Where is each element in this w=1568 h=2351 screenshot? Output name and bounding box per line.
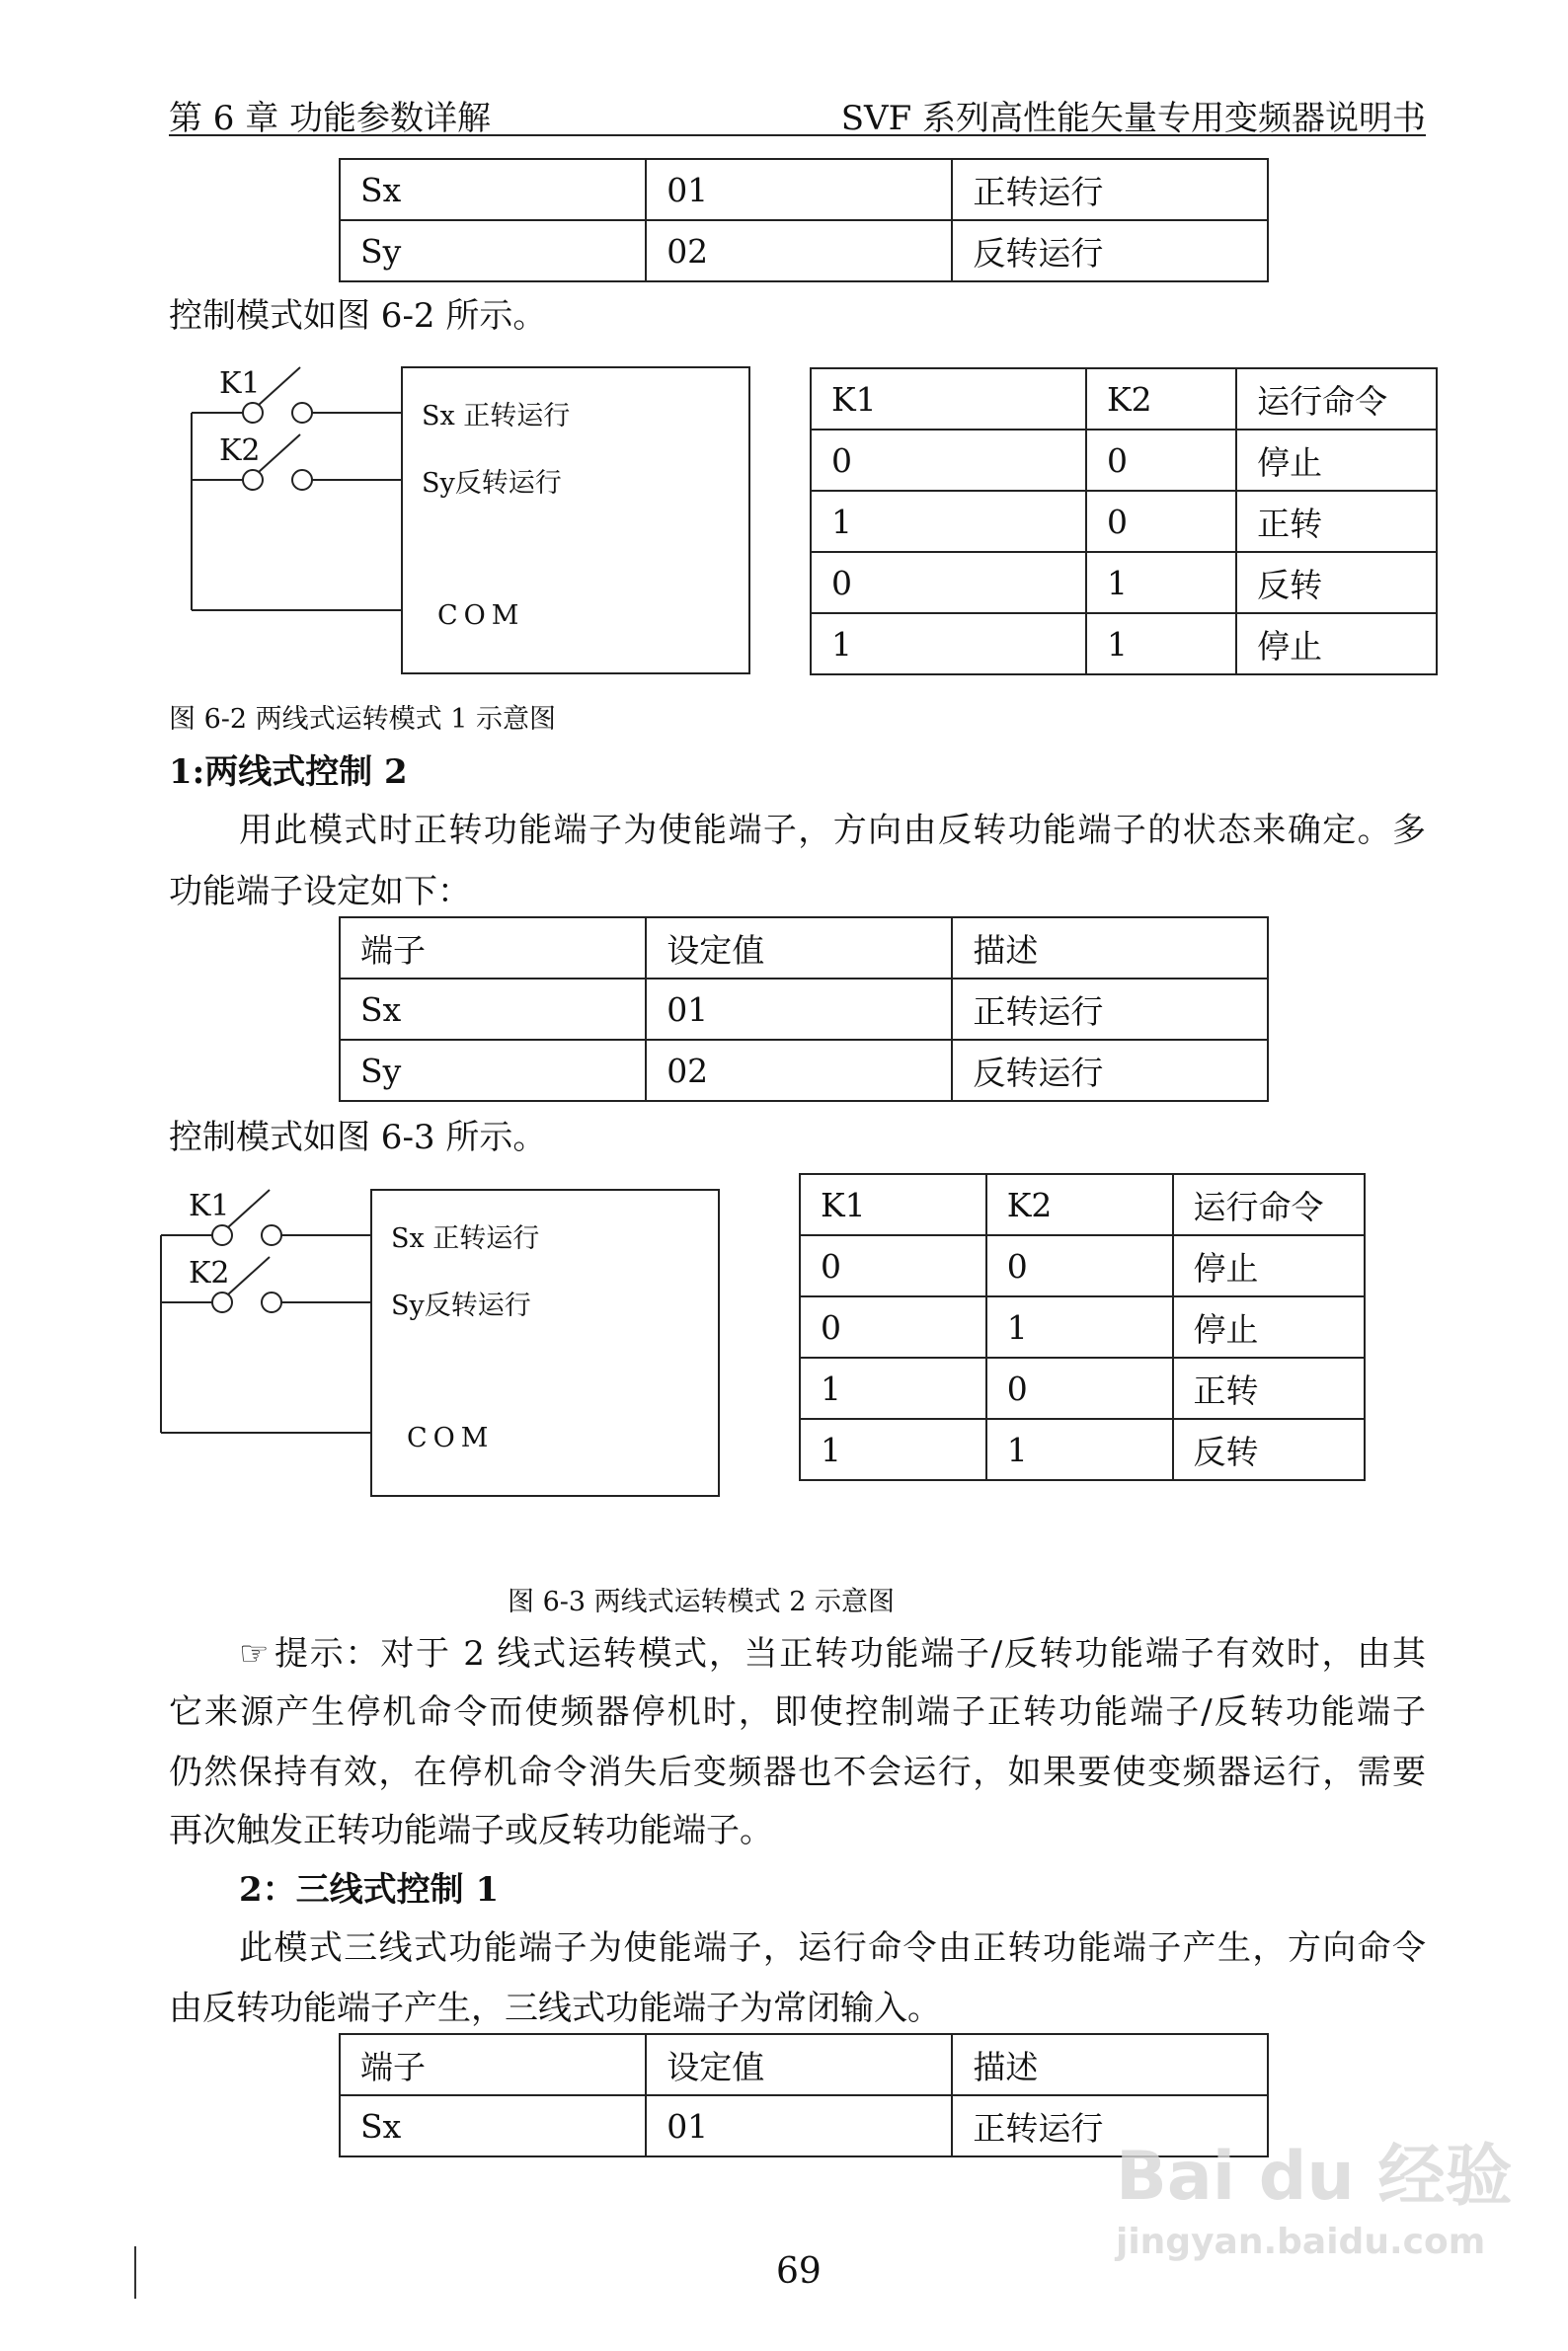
table-cell: Sx [340,159,646,220]
header-title: SVF 系列高性能矢量专用变频器说明书 [840,99,1426,138]
text-fig2-ref: 控制模式如图 6-2 所示。 [169,296,547,336]
table-row [811,368,1437,430]
header-rule [169,134,1426,136]
table-row [800,1419,1365,1480]
diagram-fig-6-3 [148,1178,741,1514]
terminal-label-sy: Sy反转运行 [422,468,562,499]
switch-lever [259,434,300,472]
table-row [800,1296,1365,1358]
table-cell: 反转运行 [952,220,1268,281]
table-cell: 02 [646,220,952,281]
table-cell: 1 [800,1419,986,1480]
table-cell: 端子 [340,917,646,979]
table-cell: 端子 [340,2034,646,2095]
table-cell: 反转 [1173,1419,1366,1480]
table-cell: K2 [986,1174,1173,1235]
table-cell: 设定值 [646,2034,952,2095]
table-cell: 02 [646,1040,952,1101]
table-cell: 0 [1086,430,1236,491]
table-cell: Sy [340,1040,646,1101]
switch-lever [228,1257,270,1294]
paragraph-line: 功能端子设定如下： [169,872,471,911]
switch-contact-icon [243,403,263,423]
watermark-url: jingyan.baidu.com [1116,2222,1486,2262]
table-cell: 停止 [1173,1296,1366,1358]
table-cell: 设定值 [646,917,952,979]
table-cell: 描述 [952,2034,1268,2095]
switch-contact-icon [262,1293,281,1312]
table-cell: 1 [811,613,1086,674]
table-row [800,1174,1365,1235]
switch-contact-icon [212,1293,232,1312]
table-cell: 01 [646,979,952,1040]
table-cell: 停止 [1236,613,1437,674]
table-cell: Sx [340,979,646,1040]
paragraph-line: 用此模式时正转功能端子为使能端子，方向由反转功能端子的状态来确定。多 [239,811,1426,850]
table-cell: 0 [800,1296,986,1358]
table-cell: 0 [1086,491,1236,552]
table-cell: 运行命令 [1173,1174,1366,1235]
switch-label-k2: K2 [189,1256,230,1291]
terminal-label-sx: Sx 正转运行 [422,401,571,431]
diagram-fig-6-2 [178,355,770,691]
terminal-table-1 [339,158,1269,282]
table-row [340,917,1268,979]
switch-label-k1: K1 [219,366,261,401]
terminal-label-com: COM [437,600,525,631]
table-cell: Sy [340,220,646,281]
table-cell: 停止 [1173,1235,1366,1296]
table-cell: 正转运行 [952,979,1268,1040]
table-cell: 反转 [1236,552,1437,613]
table-cell: 正转运行 [952,159,1268,220]
page-number: 69 [776,2251,822,2292]
table-cell: 0 [986,1235,1173,1296]
table-cell: 0 [811,430,1086,491]
caption-fig-6-3: 图 6-3 两线式运转模式 2 示意图 [508,1587,895,1617]
table-row [340,1040,1268,1101]
paragraph-line: 此模式三线式功能端子为使能端子，运行命令由正转功能端子产生，方向命令 [239,1928,1426,1968]
table-row [800,1358,1365,1419]
table-cell: K1 [800,1174,986,1235]
table-cell: 1 [986,1296,1173,1358]
table-cell: 0 [986,1358,1173,1419]
table-row [340,159,1268,220]
terminal-label-sx: Sx 正转运行 [391,1223,540,1254]
table-cell: 正转运行 [952,2095,1268,2156]
table-cell: Sx [340,2095,646,2156]
switch-contact-icon [292,403,312,423]
section-title-two-wire-2: 1:两线式控制 2 [169,752,408,792]
tip-line: 再次触发正转功能端子或反转功能端子。 [169,1811,773,1850]
table-row [340,979,1268,1040]
section-title-three-wire-1: 2：三线式控制 1 [239,1870,500,1910]
caption-fig-6-2: 图 6-2 两线式运转模式 1 示意图 [169,704,556,735]
switch-contact-icon [262,1225,281,1245]
table-cell: K2 [1086,368,1236,430]
terminal-table-3 [339,916,1269,1102]
table-cell: 反转运行 [952,1040,1268,1101]
switch-label-k1: K1 [189,1189,230,1223]
margin-mark [134,2246,136,2299]
table-cell: 1 [800,1358,986,1419]
table-cell: 正转 [1236,491,1437,552]
switch-contact-icon [292,470,312,490]
table-row [811,491,1437,552]
switch-contact-icon [212,1225,232,1245]
terminal-label-com: COM [407,1423,495,1453]
table-row [340,2034,1268,2095]
table-cell: 1 [1086,552,1236,613]
table-row [811,430,1437,491]
tip-line: 它来源产生停机命令而使频器停机时，即使控制端子正转功能端子/反转功能端子 [169,1692,1426,1732]
table-cell: 停止 [1236,430,1437,491]
table-cell: 01 [646,159,952,220]
switch-lever [228,1190,270,1227]
table-row [340,220,1268,281]
table-cell: 0 [811,552,1086,613]
table-cell: 描述 [952,917,1268,979]
switch-label-k2: K2 [219,433,261,468]
table-row [800,1235,1365,1296]
switch-contact-icon [243,470,263,490]
text-fig3-ref: 控制模式如图 6-3 所示。 [169,1118,547,1157]
table-cell: 01 [646,2095,952,2156]
table-cell: 1 [1086,613,1236,674]
table-cell: 1 [811,491,1086,552]
tip-line: 提示：对于 2 线式运转模式，当正转功能端子/反转功能端子有效时，由其 [274,1634,1426,1674]
tip-line: 仍然保持有效，在停机命令消失后变频器也不会运行，如果要使变频器运行，需要 [169,1753,1426,1792]
truth-table-fig-6-3 [799,1173,1366,1481]
truth-table-fig-6-2 [810,367,1438,675]
table-cell: 1 [986,1419,1173,1480]
table-cell: 正转 [1173,1358,1366,1419]
table-cell: 运行命令 [1236,368,1437,430]
table-cell: 0 [800,1235,986,1296]
pointing-hand-icon: ☞ [239,1634,270,1674]
terminal-label-sy: Sy反转运行 [391,1291,531,1321]
switch-lever [259,367,300,405]
table-cell: K1 [811,368,1086,430]
watermark-logo: Bai du 经验 [1116,2138,1513,2216]
table-row [811,552,1437,613]
paragraph-line: 由反转功能端子产生，三线式功能端子为常闭输入。 [169,1989,941,2028]
table-row [811,613,1437,674]
header-chapter: 第 6 章 功能参数详解 [169,99,492,138]
